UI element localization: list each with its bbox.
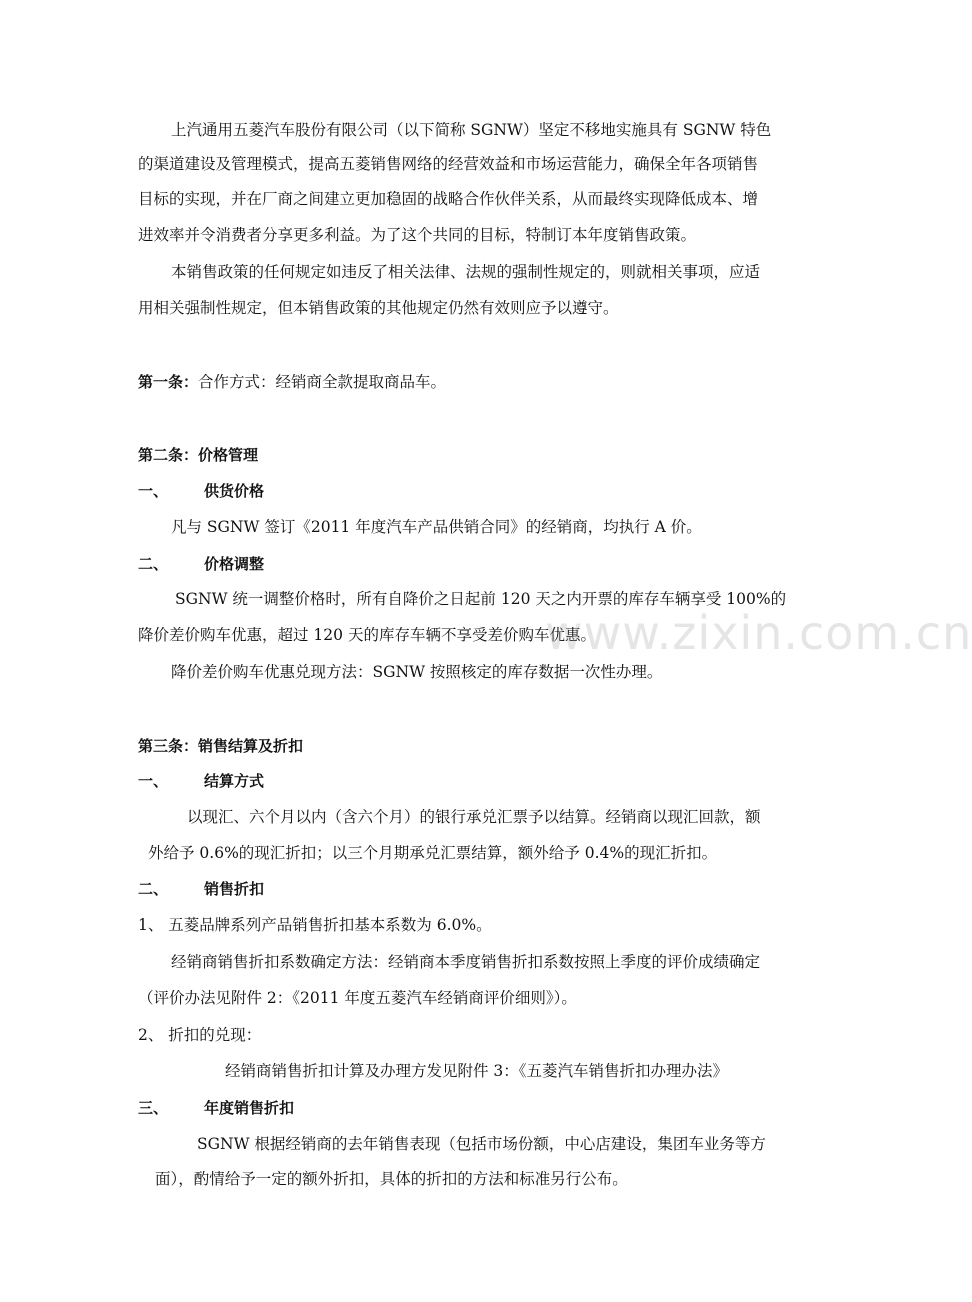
article3-s2-item1: 1、 五菱品牌系列产品销售折扣基本系数为 6.0%。: [138, 916, 492, 934]
article3-s2-item2-text: 经销商销售折扣计算及办理方发见附件 3：《五菱汽车销售折扣办理办法》: [225, 1062, 729, 1080]
intro-p1-line-2: 的渠道建设及管理模式，提高五菱销售网络的经营效益和市场运营能力，确保全年各项销售: [138, 155, 759, 173]
intro-p1-line-1: 上汽通用五菱汽车股份有限公司（以下简称 SGNW）坚定不移地实施具有 SGNW 特色: [171, 121, 772, 139]
article1-text: 合作方式：经销商全款提取商品车。: [198, 373, 447, 391]
article3-s2-num: 二、: [138, 880, 169, 898]
article3-s2-item1-line-2: （评价办法见附件 2：《2011 年度五菱汽车经销商评价细则》）。: [138, 989, 577, 1007]
article3-s1-line-2: 外给予 0.6%的现汇折扣；以三个月期承兑汇票结算，额外给予 0.4%的现汇折扣。: [148, 844, 718, 862]
article2-s2-line-2: 降价差价购车优惠，超过 120 天的库存车辆不享受差价购车优惠。: [138, 626, 596, 644]
article1: [138, 371, 446, 393]
article3-s3-line-1: SGNW 根据经销商的去年销售表现（包括市场份额，中心店建设，集团车业务等方: [197, 1135, 766, 1153]
article3-s3-line-2: 面），酌情给予一定的额外折扣，具体的折扣的方法和标准另行公布。: [155, 1170, 628, 1188]
article3-s3-title: 年度销售折扣: [204, 1099, 295, 1117]
article2-s2-title: 价格调整: [204, 555, 265, 573]
article3-s1-num: 一、: [138, 772, 169, 790]
article3-title: 第三条：销售结算及折扣: [138, 737, 304, 755]
article3-s2-item2: 2、 折扣的兑现：: [138, 1026, 262, 1044]
article2-s1-text: 凡与 SGNW 签订《2011 年度汽车产品供销合同》的经销商，均执行 A 价。: [171, 518, 702, 536]
intro-p2-line-2: 用相关强制性规定，但本销售政策的其他规定仍然有效则应予以遵守。: [138, 299, 619, 317]
intro-p2-line-1: 本销售政策的任何规定如违反了相关法律、法规的强制性规定的，则就相关事项，应适: [171, 263, 761, 281]
article3-s2-item1-line-1: 经销商销售折扣系数确定方法：经销商本季度销售折扣系数按照上季度的评价成绩确定: [171, 953, 761, 971]
intro-p1-line-4: 进效率并令消费者分享更多利益。为了这个共同的目标，特制订本年度销售政策。: [138, 226, 697, 244]
article2-s1-num: 一、: [138, 482, 169, 500]
article3-s1-line-1: 以现汇、六个月以内（含六个月）的银行承兑汇票予以结算。经销商以现汇回款，额: [187, 808, 761, 826]
watermark-text: www.zixin.com.cn: [545, 606, 972, 660]
article3-s1-title: 结算方式: [204, 772, 265, 790]
article2-s2-num: 二、: [138, 555, 169, 573]
article2-title: 第二条：价格管理: [138, 446, 259, 464]
article2-s2-line-1: SGNW 统一调整价格时，所有自降价之日起前 120 天之内开票的库存车辆享受 100%的: [175, 590, 787, 608]
article1-label: 第一条：: [138, 373, 199, 391]
intro-p1-line-3: 目标的实现，并在厂商之间建立更加稳固的战略合作伙伴关系，从而最终实现降低成本、增: [138, 190, 759, 208]
article2-s1-title: 供货价格: [204, 482, 265, 500]
article3-s2-title: 销售折扣: [204, 880, 265, 898]
article2-s2-text2: 降价差价购车优惠兑现方法：SGNW 按照核定的库存数据一次性办理。: [171, 663, 663, 681]
article3-s3-num: 三、: [138, 1099, 169, 1117]
